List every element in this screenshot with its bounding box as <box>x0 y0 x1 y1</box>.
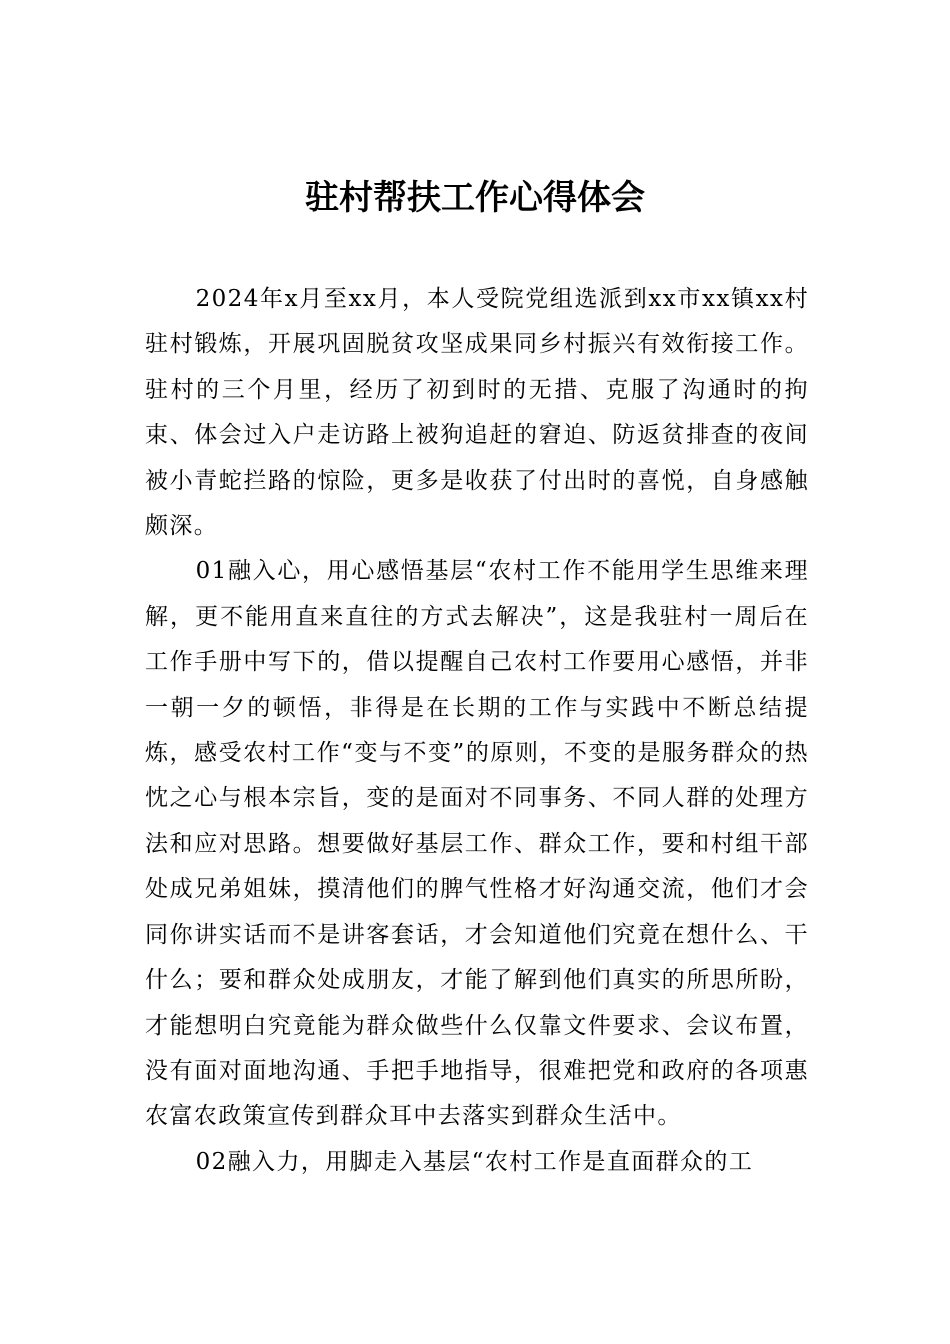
paragraph-section-01: 01融入心，用心感悟基层“农村工作不能用学生思维来理解，更不能用直来直往的方式去解决”，这是我驻村一周后在工作手册中写下的，借以提醒自己农村工作要用心感悟，并非一朝一夕的顿悟，非得是在长期的工作与实践中不断总结提炼，感受农村工作“变与不变”的原则，不变的是服务群众的热忱之心与根本宗旨，变的是面对不同事务、不同人群的处理方法和应对思路。想要做好基层工作、群众工作，要和村组干部处成兄弟姐妹，摸清他们的脾气性格才好沟通交流，他们才会同你讲实话而不是讲客套话，才会知道他们究竟在想什么、干什么；要和群众处成朋友，才能了解到他们真实的所思所盼，才能想明白究竟能为群众做些什么仅靠文件要求、会议布置，没有面对面地沟通、手把手地指导，很难把党和政府的各项惠农富农政策宣传到群众耳中去落实到群众生活中。 <box>145 558 809 1130</box>
document-body <box>145 277 809 1185</box>
paragraph-section-02: 02融入力，用脚走入基层“农村工作是直面群众的工 <box>195 1148 754 1175</box>
paragraph-intro: 2024年x月至xx月，本人受院党组选派到xx市xx镇xx村驻村锻炼，开展巩固脱贫攻坚成果同乡村振兴有效衔接工作。驻村的三个月里，经历了初到时的无措、克服了沟通时的拘束、体会过入户走访路上被狗追赶的窘迫、防返贫排查的夜间被小青蛇拦路的惊险，更多是收获了付出时的喜悦，自身感触颇深。 <box>145 286 809 540</box>
document-title: 驻村帮扶工作心得体会 <box>305 178 645 218</box>
